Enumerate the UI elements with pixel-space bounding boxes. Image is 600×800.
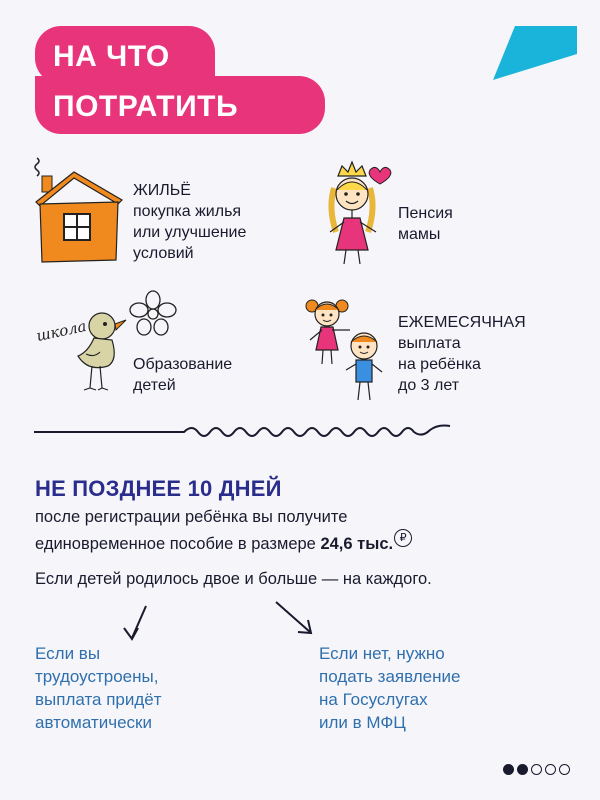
arrow-right-icon — [272, 600, 318, 640]
category-housing — [133, 180, 246, 264]
employed-line-3: выплата придёт — [35, 690, 162, 709]
pager-dot[interactable] — [503, 764, 514, 775]
monthly-line-1: выплата — [398, 335, 461, 352]
twins-note: Если детей родилось двое и больше — на каждого. — [35, 570, 432, 588]
deadline-line-2-prefix: единовременное пособие в размере — [35, 535, 321, 553]
employed-line-2: трудоустроены, — [35, 667, 159, 686]
logo-icon — [493, 24, 577, 80]
not-employed-line-3: на Госуслугах — [319, 690, 428, 709]
arrow-left-icon — [118, 604, 152, 642]
title-banner — [35, 26, 325, 126]
category-pension — [398, 203, 453, 245]
title-line-1: НА ЧТО — [53, 40, 170, 73]
not-employed-line-1: Если нет, нужно — [319, 644, 445, 663]
not-employed-line-4: или в МФЦ — [319, 713, 406, 732]
category-education — [133, 354, 232, 396]
employed-line-4: автоматически — [35, 713, 152, 732]
housing-title: ЖИЛЬЁ — [133, 182, 191, 199]
bird-drawing-icon — [72, 310, 128, 394]
employed-line-1: Если вы — [35, 644, 101, 663]
housing-line-2: или улучшение — [133, 224, 247, 241]
monthly-line-3: до 3 лет — [398, 377, 460, 394]
title-line-2: ПОТРАТИТЬ — [53, 90, 239, 123]
ruble-icon: ₽ — [394, 529, 412, 547]
pager-dot[interactable] — [531, 764, 542, 775]
branch-not-employed — [319, 642, 460, 734]
housing-line-1: покупка жилья — [133, 203, 242, 220]
category-monthly — [398, 312, 526, 396]
pager-dot[interactable] — [545, 764, 556, 775]
benefit-amount: 24,6 тыс. — [320, 535, 394, 553]
pager-dot[interactable] — [517, 764, 528, 775]
kids-drawing-icon — [302, 294, 394, 406]
pager — [503, 764, 570, 775]
deadline-line-2 — [35, 529, 555, 556]
not-employed-line-2: подать заявление — [319, 667, 461, 686]
deadline-line-1: после регистрации ребёнка вы получите — [35, 508, 348, 526]
school-drawing-label: школа — [34, 316, 89, 346]
deadline-body — [35, 506, 555, 556]
pension-line-1: Пенсия — [398, 205, 453, 222]
wavy-divider-icon — [34, 418, 464, 448]
deadline-title: НЕ ПОЗДНЕЕ 10 ДНЕЙ — [35, 476, 282, 501]
branch-employed — [35, 642, 162, 734]
flower-drawing-icon — [128, 290, 178, 338]
pension-line-2: мамы — [398, 226, 441, 243]
housing-line-3: условий — [133, 245, 194, 262]
education-line-1: Образование — [133, 356, 233, 373]
house-drawing-icon — [28, 150, 128, 268]
princess-drawing-icon — [318, 158, 400, 268]
monthly-title: ЕЖЕМЕСЯЧНАЯ — [398, 314, 526, 331]
pager-dot[interactable] — [559, 764, 570, 775]
monthly-line-2: на ребёнка — [398, 356, 481, 373]
education-line-2: детей — [133, 377, 176, 394]
